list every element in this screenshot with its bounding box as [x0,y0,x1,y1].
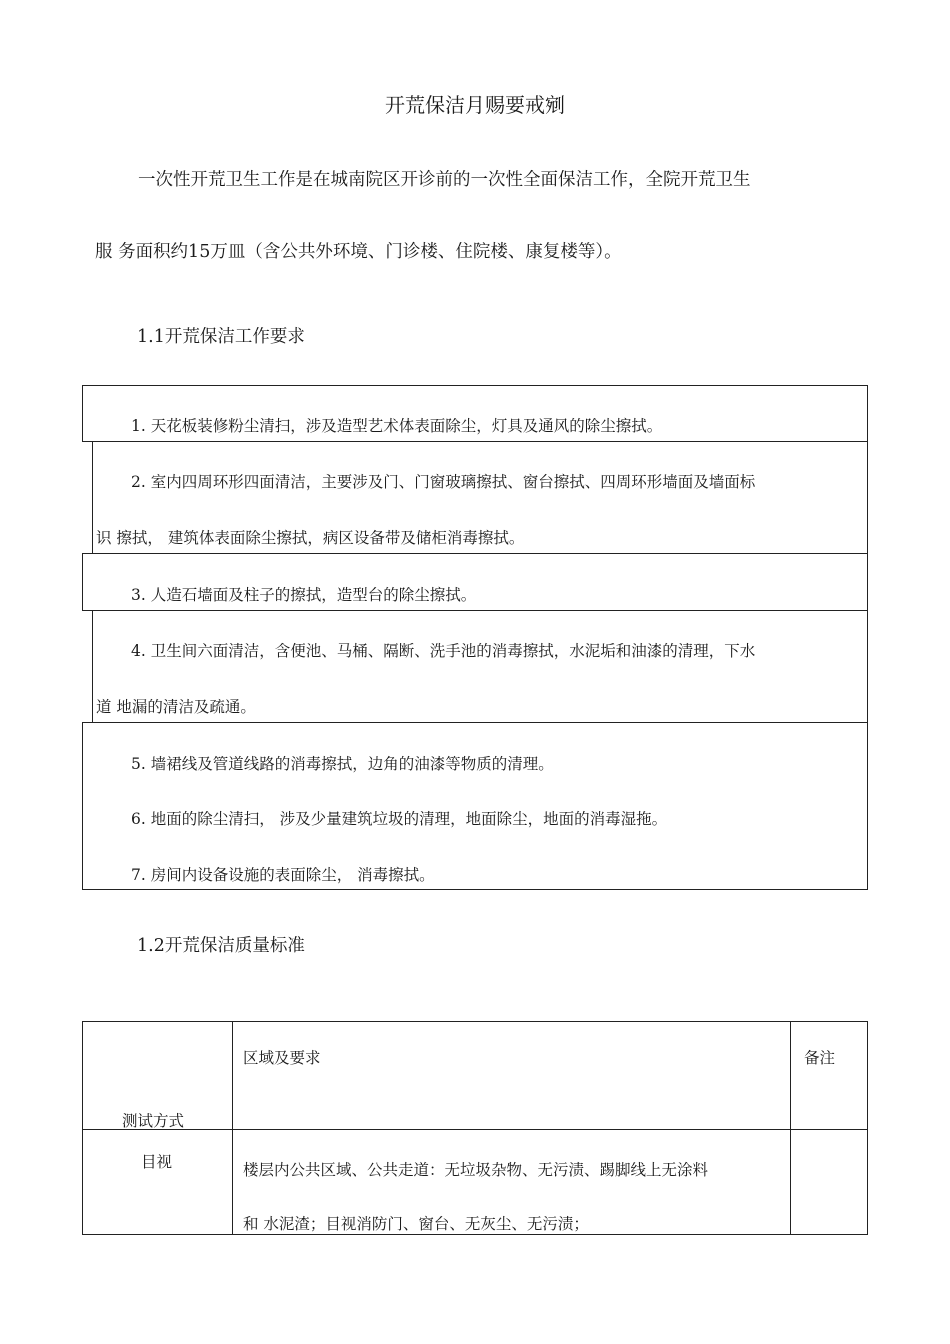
requirement-item-cont: 道 地漏的清洁及疏通。 [96,698,256,716]
requirement-box-1 [82,385,868,442]
table-row-area: 楼层内公共区域、公共走道：无垃圾杂物、无污渍、踢脚线上无涂料 和 水泥渣；目视消防门、窗台、无灰尘、无污渍； [232,1129,791,1235]
requirement-item: 4. 卫生间六面清洁，含便池、马桶、隔断、洗手池的消毒擦拭，水泥垢和油漆的清理，下水 [131,642,756,660]
requirement-item: 7. 房间内设备设施的表面除尘， 消毒擦拭。 [131,866,435,884]
intro-line-2: 服 务面积约15万皿（含公共外环境、门诊楼、住院楼、康复楼等）。 [95,242,622,262]
requirement-item: 3. 人造石墙面及柱子的擦拭，造型台的除尘擦拭。 [131,586,477,604]
requirement-box-2 [92,441,868,554]
intro-line-1: 一次性开荒卫生工作是在城南院区开诊前的一次性全面保洁工作，全院开荒卫生 [138,170,751,190]
requirement-item: 2. 室内四周环形四面清洁，主要涉及门、门窗玻璃擦拭、窗台擦拭、四周环形墙面及墙面标 [131,473,756,491]
table-header-note: 备注 [790,1021,868,1130]
table-header-area: 区域及要求 [232,1021,791,1130]
requirement-box-4 [92,610,868,723]
requirement-item: 6. 地面的除尘清扫， 涉及少量建筑垃圾的清理，地面除尘，地面的消毒湿拖。 [131,810,668,828]
table-header-method: 测试方式 [82,1021,233,1130]
table-row-method: 目视 [82,1129,233,1235]
section-1-heading: 1.1开荒保洁工作要求 [137,327,305,347]
requirement-item-cont: 识 擦拭， 建筑体表面除尘擦拭，病区设备带及储柜消毒擦拭。 [96,529,525,547]
requirement-box-3 [82,553,868,611]
requirement-box-5 [82,722,868,890]
requirement-item: 1. 天花板装修粉尘清扫，涉及造型艺术体表面除尘，灯具及通风的除尘擦拭。 [131,417,663,435]
requirement-item: 5. 墙裙线及管道线路的消毒擦拭，边角的油漆等物质的清理。 [131,755,554,773]
section-2-heading: 1.2开荒保洁质量标准 [137,936,305,956]
table-row-note [790,1129,868,1235]
page-title: 开荒保洁月赐要戒剜 [385,93,565,117]
